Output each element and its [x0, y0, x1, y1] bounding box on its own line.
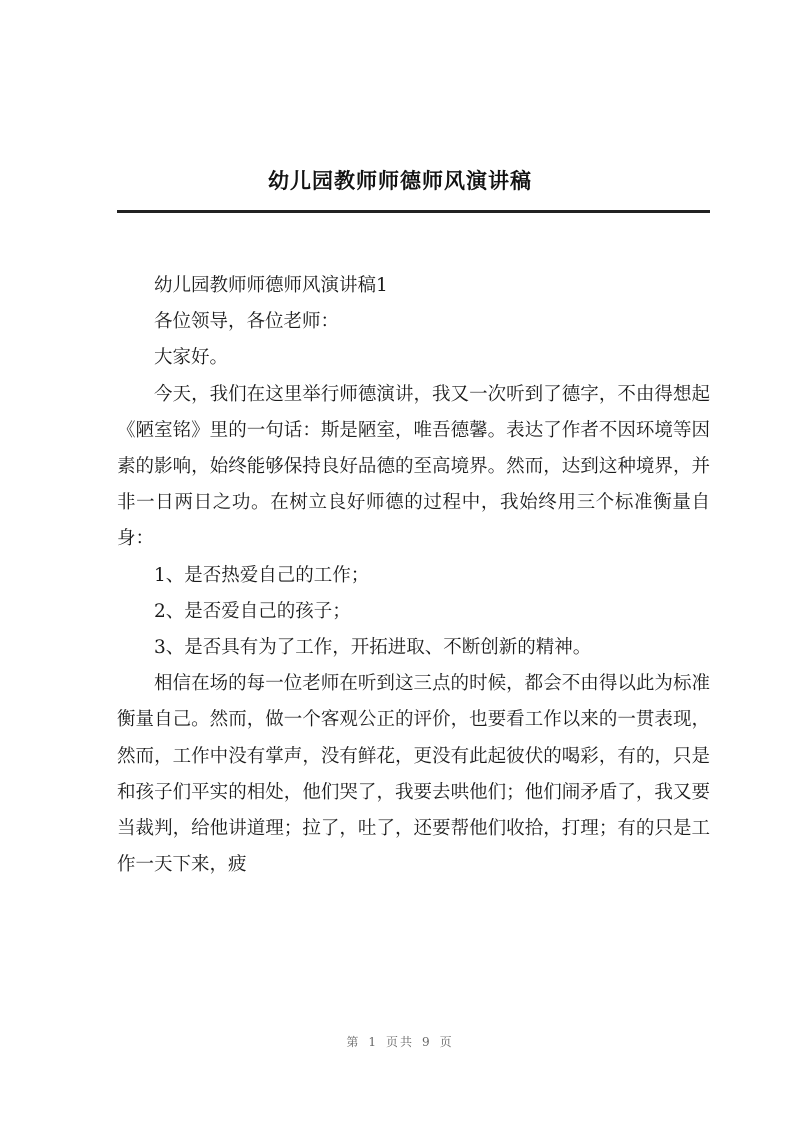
paragraph-intro: 今天，我们在这里举行师德演讲，我又一次听到了德字，不由得想起《陋室铭》里的一句话：斯是陋室，唯吾德馨。表达了作者不因环境等因素的影响，始终能够保持良好品德的至高境界。然而，达到这种境界，并非一日两日之功。在树立良好师德的过程中，我始终用三个标准衡量自身： [117, 383, 710, 550]
list-item-2: 2、是否爱自己的孩子； [154, 600, 351, 622]
page-footer [0, 1033, 800, 1050]
footer-middle: 页共 [385, 1035, 414, 1049]
page-title: 幼儿园教师师德师风演讲稿 [268, 169, 532, 193]
paragraph-reflection: 相信在场的每一位老师在听到这三点的时候，都会不由得以此为标准衡量自己。然而，做一个客观公正的评价，也要看工作以来的一贯表现，然而，工作中没有掌声，没有鲜花，更没有此起彼伏的喝彩，有的，只是和孩子们平实的相处，他们哭了，我要去哄他们；他们闹矛盾了，我又要当裁判，给他讲道理；拉了，吐了，还要帮他们收拾，打理；有的只是工作一天下来，疲 [117, 673, 710, 876]
footer-prefix: 第 [346, 1035, 361, 1049]
document-body [117, 268, 710, 883]
paragraph-hello: 大家好。 [154, 347, 229, 369]
paragraph-greeting: 各位领导，各位老师： [154, 311, 340, 333]
footer-page-number: 1 [368, 1035, 378, 1049]
title-divider [117, 210, 710, 213]
list-item-1: 1、是否热爱自己的工作； [154, 564, 370, 586]
footer-suffix: 页 [439, 1035, 454, 1049]
paragraph-heading: 幼儿园教师师德师风演讲稿1 [154, 275, 388, 296]
footer-total-pages: 9 [422, 1035, 432, 1049]
list-item-3: 3、是否具有为了工作，开拓进取、不断创新的精神。 [154, 637, 592, 659]
